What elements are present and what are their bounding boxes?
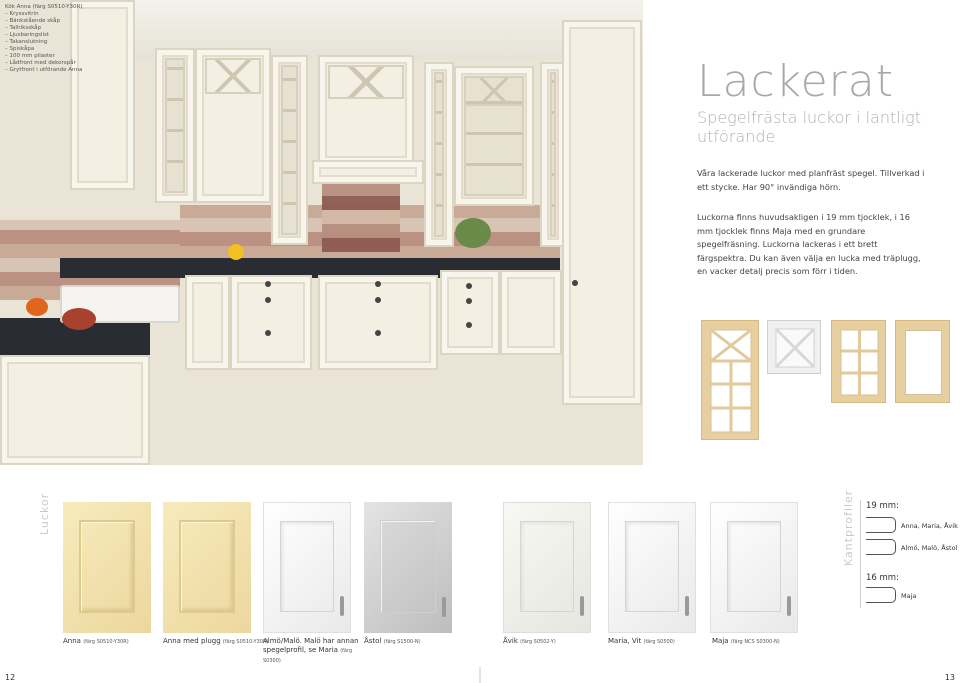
photo-caption-item: – Bänkstående skåp	[5, 18, 61, 24]
door-caption-anna: Anna (färg S0510-Y30R)	[63, 637, 129, 645]
door-caption-astol: Åstol (färg S1500-N)	[364, 637, 421, 645]
page-subtitle: Spegelfrästa luckor i lantligt utförande	[697, 108, 922, 146]
photo-cabinet	[195, 48, 271, 203]
glass-door-sample-grid	[831, 320, 886, 403]
photo-fruit-bowl	[62, 308, 96, 330]
door-anna	[63, 502, 151, 633]
photo-tall-cabinet	[562, 20, 642, 405]
glass-door-sample-cross-grid	[701, 320, 759, 440]
page-title: Lackerat	[697, 56, 894, 107]
door-maja	[710, 502, 798, 633]
photo-caption-item: – Kryssvitrin	[5, 11, 39, 17]
glass-door-sample-cross	[767, 320, 821, 374]
door-almo-malo	[263, 502, 351, 633]
photo-base-cabinet	[500, 270, 562, 355]
photo-caption-item: – Takanslutning	[5, 39, 48, 45]
door-caption-anna-plugg: Anna med plugg (färg S0510-Y30R)	[163, 637, 269, 645]
door-caption-maja: Maja (färg NCS S0300-N)	[712, 637, 780, 645]
photo-caption-item: – Tallriksskåp	[5, 25, 42, 31]
photo-base-cabinet	[318, 275, 438, 370]
door-avik	[503, 502, 591, 633]
glass-door-sample-plain	[895, 320, 950, 403]
page-number-left: 12	[5, 673, 16, 682]
photo-caption-item: – Spiskåpa	[5, 46, 35, 52]
spine-divider	[479, 667, 481, 683]
photo-island	[0, 355, 150, 465]
photo-cabinet	[424, 62, 454, 247]
photo-caption-item: – Ljusbaringslist	[5, 32, 50, 38]
intro-paragraph: Våra lackerade luckor med planfräst spegel. Tillverkad i ett stycke. Har 90° invändiga hörn.	[697, 168, 925, 192]
photo-lemons	[228, 244, 244, 260]
door-caption-avik: Åvik (färg S0502-Y)	[503, 637, 556, 645]
kitchen-photo	[0, 0, 643, 465]
door-caption-maria: Maria, Vit (färg S0500)	[608, 637, 675, 645]
kantprofil-size-19: 19 mm:	[866, 501, 899, 511]
door-astol	[364, 502, 452, 633]
door-caption-almo-malo: Almö/Malö. Malö har annan spegelprofil, se Maria (färg S0300)	[263, 637, 359, 664]
details-paragraph: Luckorna finns huvudsakligen i 19 mm tjocklek, i 16 mm tjocklek finns Maja med en grundare spegelfräsning. Luckorna lackeras i ett brett färgspektra. Du kan även välja en lucka med träplugg, en vacker detalj precis som förr i tiden.	[697, 212, 921, 277]
kantprofiler-label: Kantprofiler	[842, 489, 855, 566]
photo-base-cabinet	[185, 275, 230, 370]
photo-base-cabinet	[230, 275, 312, 370]
photo-caption-title: Kök Anna (färg S0510-Y30R)	[5, 4, 83, 10]
door-anna-plugg	[163, 502, 251, 633]
kantprofil-size-16: 16 mm:	[866, 573, 899, 583]
photo-backsplash	[322, 182, 400, 252]
kantprofiler-divider	[860, 500, 861, 608]
photo-hood	[312, 160, 424, 184]
photo-cabinet	[454, 66, 534, 206]
photo-caption-item: – Grytfront i utförande Anna	[5, 67, 83, 73]
photo-cabinet	[318, 55, 414, 165]
photo-caption	[5, 4, 115, 74]
door-maria	[608, 502, 696, 633]
photo-flowers	[455, 218, 491, 248]
photo-cabinet	[271, 55, 308, 245]
photo-caption-item: – 100 mm pilaster	[5, 53, 55, 59]
page-number-right: 13	[944, 673, 955, 682]
photo-cabinet	[155, 48, 195, 203]
luckor-label: Luckor	[38, 492, 51, 535]
photo-caption-item: – Lådfront med dekorspår	[5, 60, 76, 66]
photo-fruit	[26, 298, 48, 316]
